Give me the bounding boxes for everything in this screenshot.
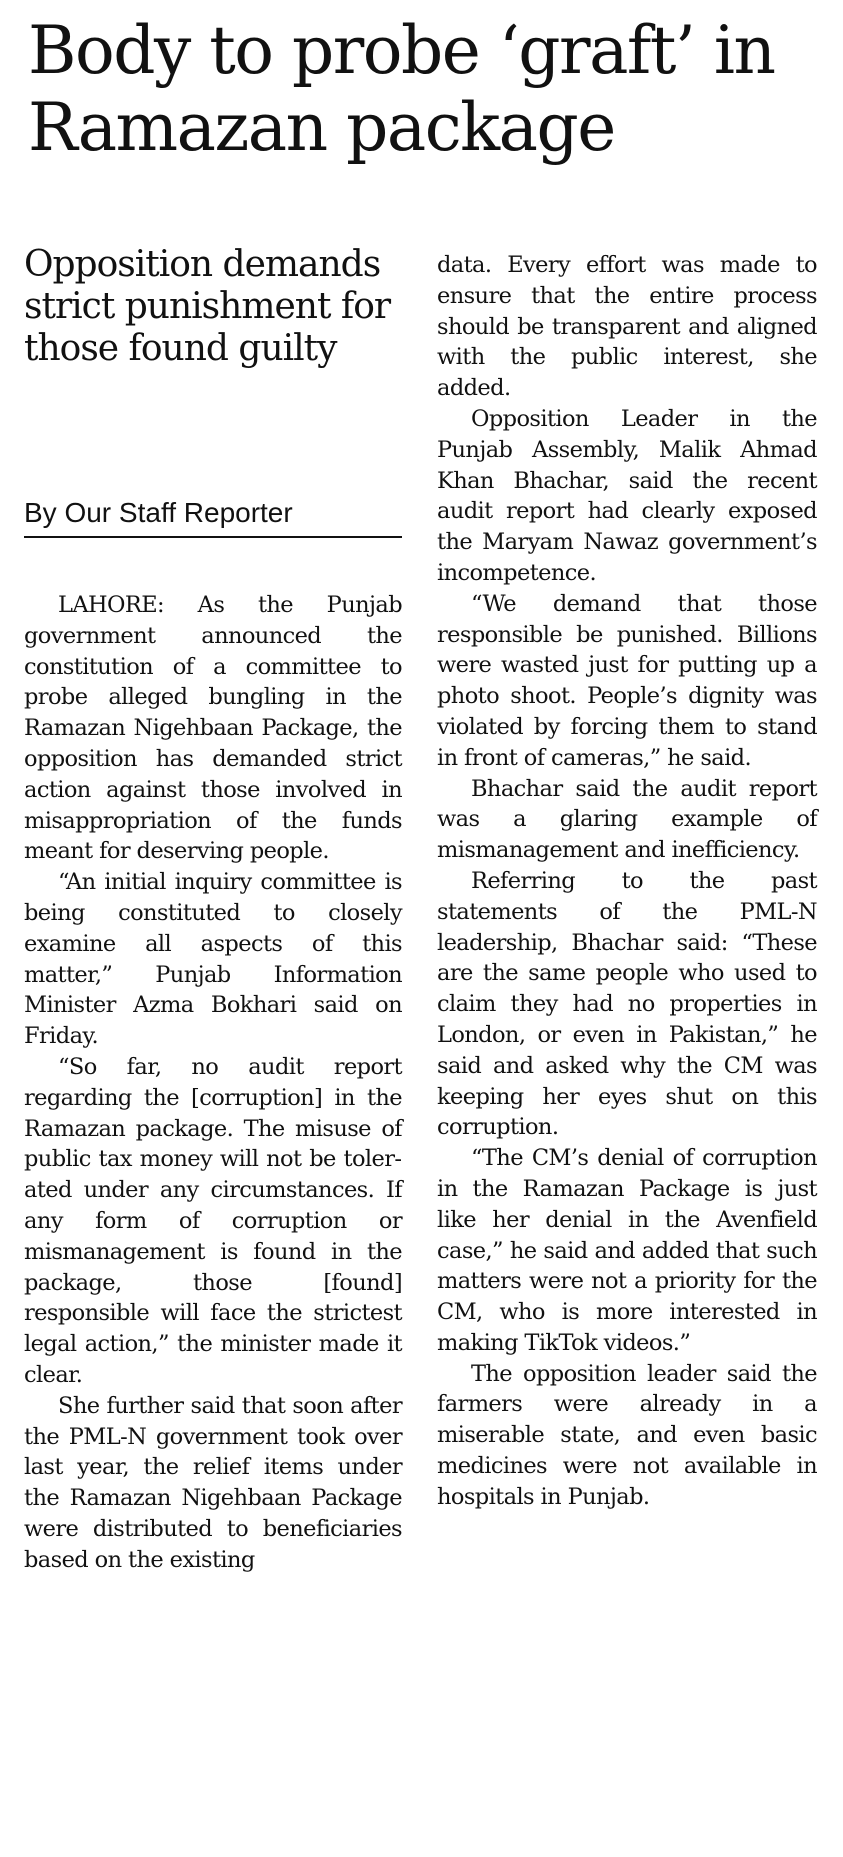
paragraph: She further said that soon after the PML-N government took over last year, the relief items under the Ramazan Nigehbaan Package were distributed to beneficiaries based on the existing [24,1392,402,1573]
article-column-left [24,590,402,1576]
byline-rule [24,536,402,538]
paragraph: The opposition leader said the farmers were already in a miserable state, and even basic medicines were not available in hospitals in Punjab. [437,1360,817,1510]
paragraph-continued: data. Every effort was made to ensure that the entire process should be transparent and aligned with the public interest, she added. [437,252,817,402]
paragraph: Opposition Leader in the Punjab Assembly, Malik Ahmad Khan Bhachar, said the recent audit report had clearly exposed the Maryam Nawaz government’s incompetence. [437,405,817,586]
paragraph: “We demand that those responsible be punished. Billions were wasted just for putting up a photo shoot. People’s dignity was violated by forcing them to stand in front of cameras,” he said. [437,590,817,771]
paragraph: Bhachar said the audit report was a glaring example of mismanagement and inefficiency. [437,775,817,864]
article-column-right [437,250,817,1513]
paragraph: LAHORE: As the Punjab government announced the constitution of a committee to probe alleged bungling in the Ramazan Nigehbaan Package, the opposition has demanded strict action against those involved in misappropriation of the funds meant for deserving people. [24,592,402,865]
headline: Body to probe ‘graft’ in Ramazan package [28,12,775,166]
byline: By Our Staff Reporter [24,497,293,528]
paragraph: “An initial inquiry committee is being constituted to closely examine all aspects of this matter,” Punjab Information Minister Azma Bokhari said on Friday. [24,869,402,1050]
paragraph: “So far, no audit report regarding the [corruption] in the Ramazan package. The misuse of public tax money will not be tolerated under any circumstances. If any form of corruption or mismanagement is found in the package, those [found] responsible will face the strictest legal action,” the minister made it clear. [24,1053,402,1388]
deck-subheadline: Opposition demands strict punishment for those found guilty [24,244,391,369]
paragraph: “The CM’s denial of corruption in the Ramazan Package is just like her denial in the Avenfield case,” he said and added that such matters were not a priority for the CM, who is more interested in making TikTok videos.” [437,1145,817,1356]
paragraph: Referring to the past statements of the PML-N leadership, Bhachar said: “These are the same people who used to claim they had no properties in London, or even in Pakistan,” he said and asked why the CM was keeping her eyes shut on this corruption. [437,867,817,1141]
